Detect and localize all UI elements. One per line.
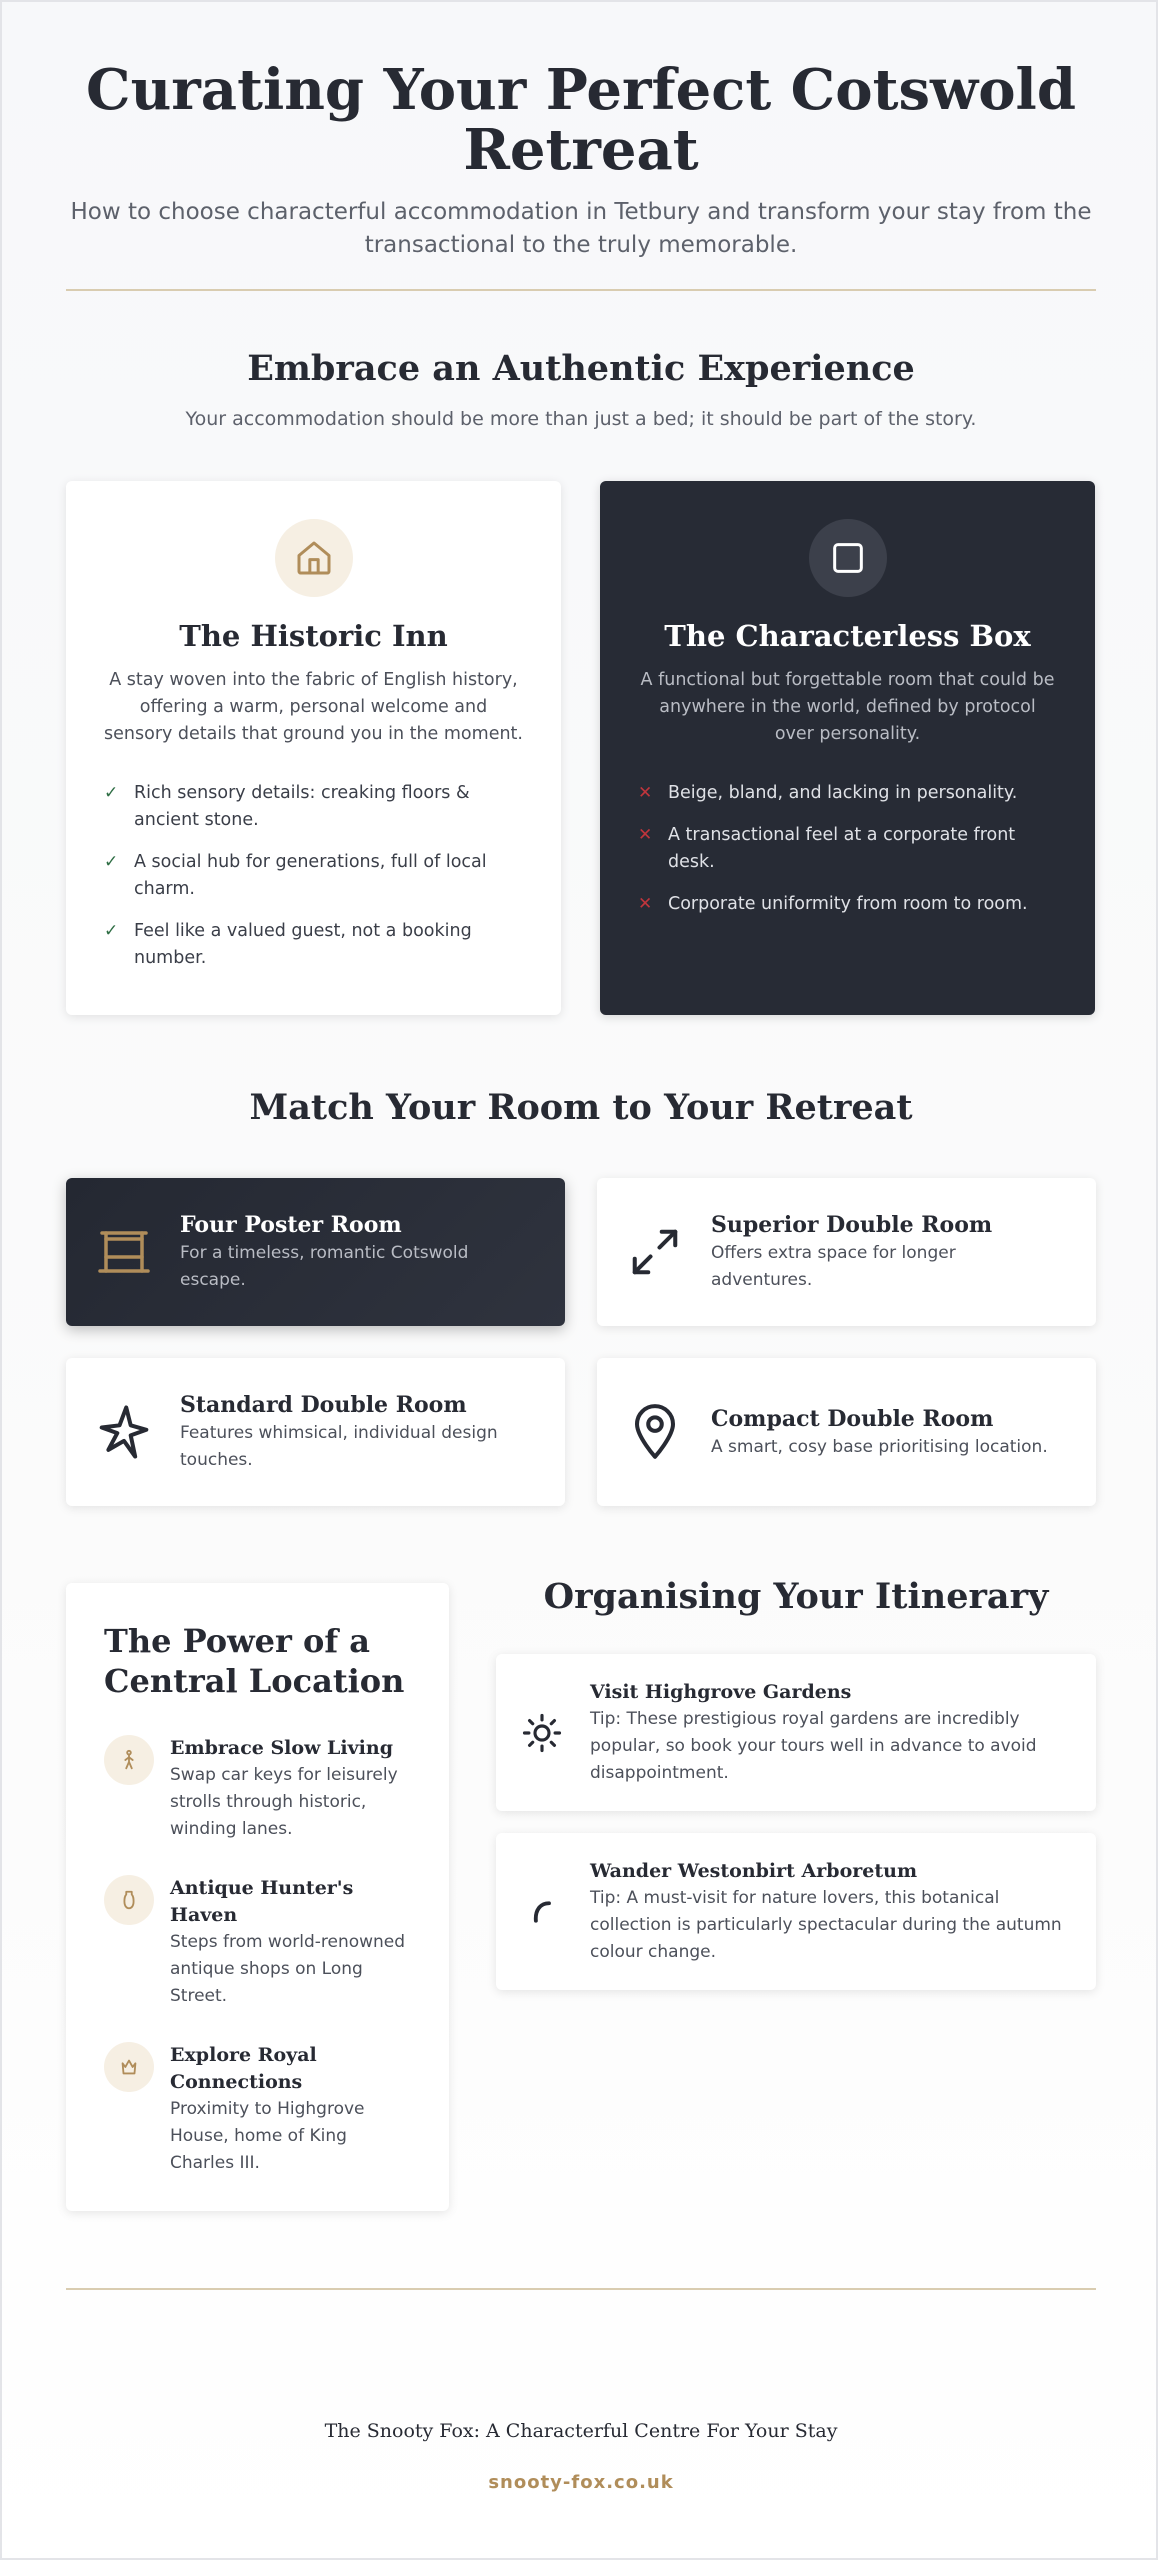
- room-card-standard-double[interactable]: [66, 1358, 565, 1506]
- itinerary-card-westonbirt: [496, 1833, 1096, 1990]
- leaf-icon: [520, 1890, 564, 1934]
- itinerary-card-highgrove: [496, 1654, 1096, 1811]
- list-item: Antique Hunter's Haven Steps from world-renowned antique shops on Long Street.: [104, 1875, 413, 2010]
- room-title: Compact Double Room: [711, 1405, 994, 1432]
- room-description: For a timeless, romantic Cotswold escape.: [180, 1243, 469, 1290]
- location-title: The Power of a Central Location: [104, 1622, 405, 1700]
- characterless-box-card: [600, 481, 1095, 1015]
- room-card-four-poster[interactable]: [66, 1178, 565, 1326]
- expand-arrows-icon: [627, 1224, 683, 1280]
- four-poster-bed-icon: [96, 1224, 152, 1280]
- list-item: ✓ A social hub for generations, full of local charm.: [104, 849, 523, 903]
- page-title: Curating Your Perfect Cotswold Retreat: [86, 57, 1076, 183]
- room-card-superior-double[interactable]: [597, 1178, 1096, 1326]
- room-description: Features whimsical, individual design touches.: [180, 1423, 498, 1470]
- vase-icon: [104, 1875, 154, 1925]
- footer-website-link[interactable]: snooty-fox.co.uk: [488, 2472, 674, 2493]
- room-description: A smart, cosy base prioritising location.: [711, 1436, 1048, 1457]
- divider: [66, 289, 1096, 291]
- cross-icon: ✕: [638, 825, 653, 845]
- list-item: ✓ Rich sensory details: creaking floors & ancient stone.: [104, 780, 523, 834]
- itinerary-title: Organising Your Itinerary: [543, 1576, 1049, 1617]
- crown-icon: [104, 2042, 154, 2092]
- itinerary-card-title: Visit Highgrove Gardens: [590, 1680, 852, 1703]
- rooms-title: Match Your Room to Your Retreat: [249, 1087, 913, 1128]
- house-icon: [275, 519, 353, 597]
- sun-icon: [520, 1711, 564, 1755]
- characterless-box-title: The Characterless Box: [664, 619, 1031, 653]
- check-icon: ✓: [104, 921, 119, 941]
- characterless-box-list: [638, 780, 1057, 918]
- itinerary-card-description: Tip: A must-visit for nature lovers, this botanical collection is particularly spectacular during the autumn colour change.: [590, 1887, 1062, 1962]
- room-title: Superior Double Room: [711, 1212, 993, 1238]
- square-icon: [809, 519, 887, 597]
- sparkle-icon: [96, 1404, 152, 1460]
- experience-title: Embrace an Authentic Experience: [247, 348, 915, 389]
- historic-inn-description: A stay woven into the fabric of English history, offering a warm, personal welcome and sensory details that ground you in the moment.: [104, 670, 523, 744]
- central-location-card: [66, 1583, 449, 2211]
- list-item: ✓ Feel like a valued guest, not a booking number.: [104, 918, 523, 972]
- divider: [66, 2288, 1096, 2290]
- walking-icon: [104, 1735, 154, 1785]
- list-item: Embrace Slow Living Swap car keys for leisurely strolls through historic, winding lanes.: [104, 1735, 413, 1843]
- cross-icon: ✕: [638, 783, 653, 803]
- historic-inn-title: The Historic Inn: [179, 619, 448, 653]
- list-item: ✕ A transactional feel at a corporate front desk.: [638, 822, 1057, 876]
- list-item: ✕ Beige, bland, and lacking in personality.: [638, 780, 1057, 807]
- room-title: Standard Double Room: [180, 1392, 467, 1418]
- footer-tagline: The Snooty Fox: A Characterful Centre For Your Stay: [324, 2420, 838, 2442]
- list-item: ✕ Corporate uniformity from room to room.: [638, 891, 1057, 918]
- list-item: Explore Royal Connections Proximity to Highgrove House, home of King Charles III.: [104, 2042, 413, 2177]
- experience-subtitle: Your accommodation should be more than just a bed; it should be part of the story.: [185, 408, 977, 430]
- historic-inn-list: [104, 780, 523, 972]
- characterless-box-description: A functional but forgettable room that could be anywhere in the world, defined by protocol over personality.: [640, 670, 1055, 744]
- check-icon: ✓: [104, 783, 119, 803]
- itinerary-card-description: Tip: These prestigious royal gardens are incredibly popular, so book your tours well in advance to avoid disappointment.: [590, 1708, 1037, 1783]
- room-description: Offers extra space for longer adventures.: [711, 1243, 956, 1290]
- page-subtitle: How to choose characterful accommodation in Tetbury and transform your stay from the transactional to the truly memorable.: [70, 199, 1092, 258]
- itinerary-card-title: Wander Westonbirt Arboretum: [590, 1859, 918, 1882]
- room-card-compact-double[interactable]: [597, 1358, 1096, 1506]
- check-icon: ✓: [104, 852, 119, 872]
- cross-icon: ✕: [638, 894, 653, 914]
- room-title: Four Poster Room: [180, 1212, 402, 1238]
- map-pin-icon: [627, 1404, 683, 1460]
- historic-inn-card: [66, 481, 561, 1015]
